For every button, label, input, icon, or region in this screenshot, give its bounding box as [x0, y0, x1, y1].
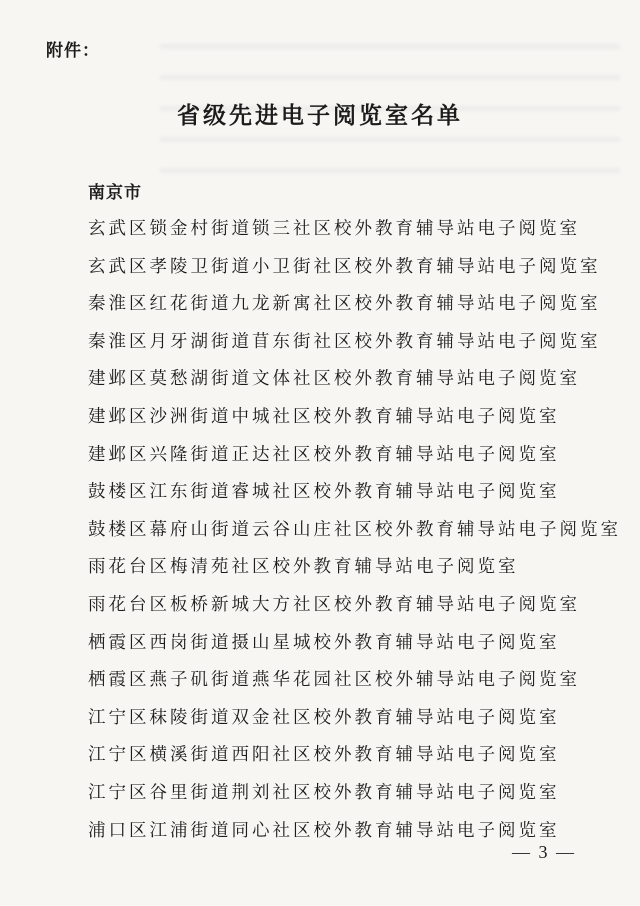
list-item: 江宁区谷里街道荆刘社区校外教育辅导站电子阅览室: [88, 782, 560, 803]
list-item: 鼓楼区幕府山街道云谷山庄社区校外教育辅导站电子阅览室: [88, 519, 621, 540]
list-item: 鼓楼区江东街道睿城社区校外教育辅导站电子阅览室: [88, 482, 560, 503]
attachment-label: 附件：: [46, 41, 100, 61]
list-item: 栖霞区西岗街道摄山星城校外教育辅导站电子阅览室: [88, 632, 560, 653]
list-item: 秦淮区月牙湖街道苜东街社区校外教育辅导站电子阅览室: [88, 331, 601, 352]
document-title: 省级先进电子阅览室名单: [177, 103, 463, 129]
list-item: 玄武区锁金村街道锁三社区校外教育辅导站电子阅览室: [88, 219, 580, 239]
list-item: 建邺区沙洲街道中城社区校外教育辅导站电子阅览室: [88, 406, 560, 427]
list-item: 雨花台区板桥新城大方社区校外教育辅导站电子阅览室: [88, 594, 580, 615]
list-item: 江宁区秣陵街道双金社区校外教育辅导站电子阅览室: [88, 707, 560, 728]
section-heading-city: 南京市: [88, 183, 142, 203]
page-number: — 3 —: [512, 842, 576, 862]
list-item: 玄武区孝陵卫街道小卫街社区校外教育辅导站电子阅览室: [88, 256, 601, 277]
list-item: 栖霞区燕子矶街道燕华花园社区校外辅导站电子阅览室: [88, 670, 580, 691]
list-item: 建邺区莫愁湖街道文体社区校外教育辅导站电子阅览室: [88, 369, 580, 390]
list-item: 浦口区江浦街道同心社区校外教育辅导站电子阅览室: [88, 820, 560, 841]
list-item: 雨花台区梅清苑社区校外教育辅导站电子阅览室: [88, 557, 519, 578]
entry-list: [88, 216, 621, 855]
list-item: 江宁区横溪街道西阳社区校外教育辅导站电子阅览室: [88, 745, 560, 766]
list-item: 秦淮区红花街道九龙新寓社区校外教育辅导站电子阅览室: [88, 294, 601, 315]
list-item: 建邺区兴隆街道正达社区校外教育辅导站电子阅览室: [88, 444, 560, 465]
